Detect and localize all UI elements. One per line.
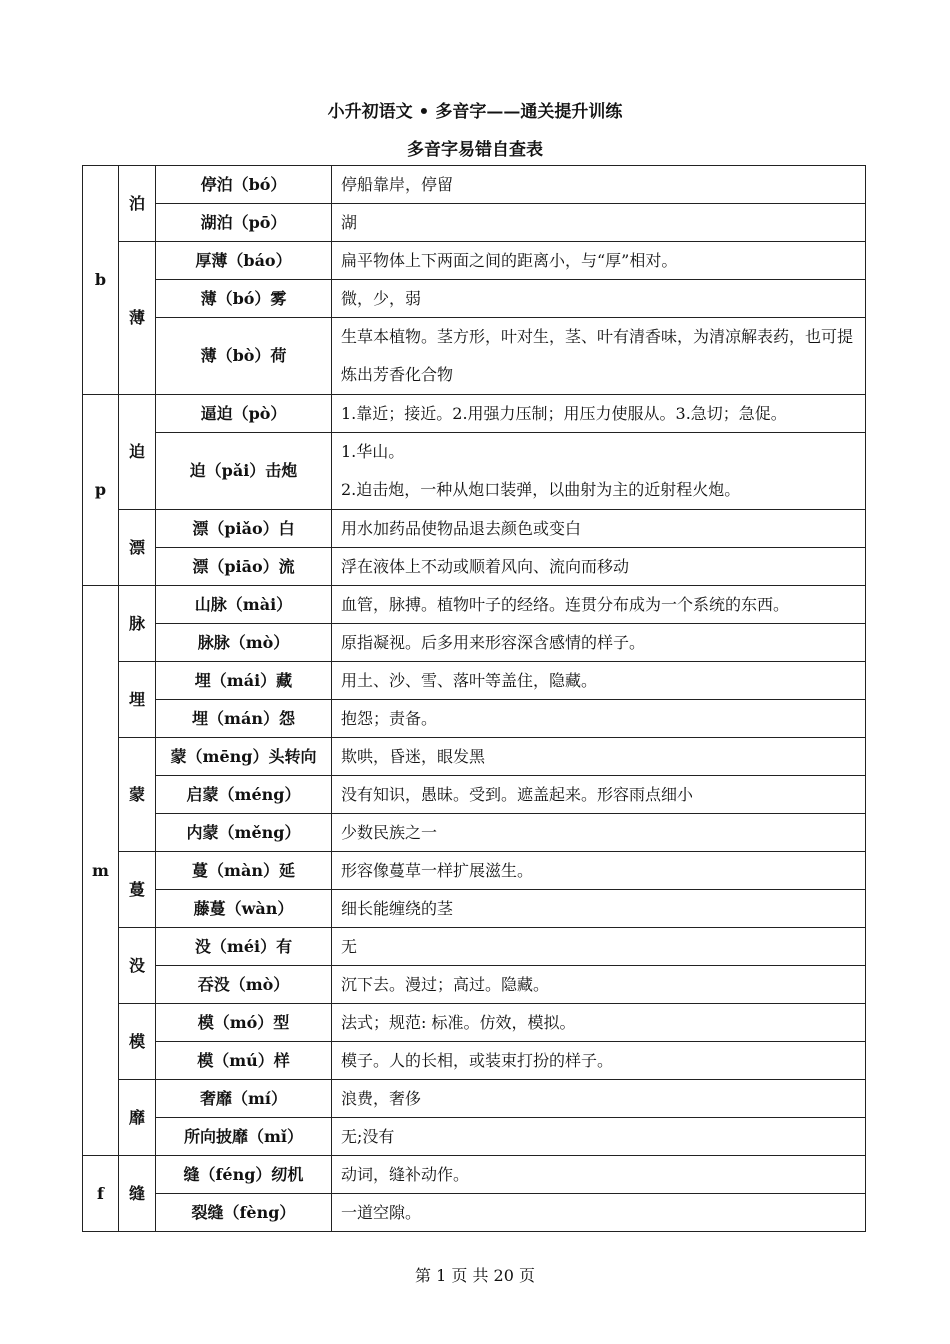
definition-cell: 模子。人的长相，或装束打扮的样子。 [332, 1042, 866, 1080]
table-row [83, 510, 866, 548]
initial-letter-cell: p [83, 395, 119, 586]
word-pinyin-cell: 脉脉（mò） [156, 624, 332, 662]
character-cell: 蒙 [119, 738, 156, 852]
initial-letter-cell: b [83, 166, 119, 395]
word-pinyin-cell: 所向披靡（mǐ） [156, 1118, 332, 1156]
definition-cell: 沉下去。漫过；高过。隐藏。 [332, 966, 866, 1004]
initial-letter-cell: m [83, 586, 119, 1156]
table-row [83, 966, 866, 1004]
table-row [83, 852, 866, 890]
definition-cell: 微，少，弱 [332, 280, 866, 318]
character-cell: 靡 [119, 1080, 156, 1156]
table-row [83, 1080, 866, 1118]
initial-letter-cell: f [83, 1156, 119, 1232]
table-row [83, 1156, 866, 1194]
character-cell: 薄 [119, 242, 156, 395]
definition-cell: 一道空隙。 [332, 1194, 866, 1232]
definition-cell: 原指凝视。后多用来形容深含感情的样子。 [332, 624, 866, 662]
definition-cell: 生草本植物。茎方形，叶对生，茎、叶有清香味，为清凉解表药，也可提炼出芳香化合物 [332, 318, 866, 395]
word-pinyin-cell: 奢靡（mí） [156, 1080, 332, 1118]
word-pinyin-cell: 厚薄（báo） [156, 242, 332, 280]
word-pinyin-cell: 蒙（mēng）头转向 [156, 738, 332, 776]
definition-cell: 用土、沙、雪、落叶等盖住，隐藏。 [332, 662, 866, 700]
word-pinyin-cell: 埋（mái）藏 [156, 662, 332, 700]
word-pinyin-cell: 蔓（màn）延 [156, 852, 332, 890]
definition-cell: 欺哄，昏迷，眼发黑 [332, 738, 866, 776]
word-pinyin-cell: 埋（mán）怨 [156, 700, 332, 738]
table-row [83, 1004, 866, 1042]
word-pinyin-cell: 迫（pǎi）击炮 [156, 433, 332, 510]
table-row [83, 204, 866, 242]
table-row [83, 738, 866, 776]
word-pinyin-cell: 模（mú）样 [156, 1042, 332, 1080]
table-row [83, 928, 866, 966]
character-cell: 泊 [119, 166, 156, 242]
table-row [83, 242, 866, 280]
table-row [83, 433, 866, 510]
table-row [83, 814, 866, 852]
definition-cell: 1.靠近；接近。2.用强力压制；用压力使服从。3.急切；急促。 [332, 395, 866, 433]
definition-cell: 停船靠岸，停留 [332, 166, 866, 204]
word-pinyin-cell: 藤蔓（wàn） [156, 890, 332, 928]
character-cell: 没 [119, 928, 156, 1004]
definition-cell: 没有知识，愚昧。受到。遮盖起来。形容雨点细小 [332, 776, 866, 814]
table-row [83, 776, 866, 814]
definition-cell: 形容像蔓草一样扩展滋生。 [332, 852, 866, 890]
definition-cell: 抱怨；责备。 [332, 700, 866, 738]
definition-cell: 浮在液体上不动或顺着风向、流向而移动 [332, 548, 866, 586]
definition-cell: 1.华山。 2.迫击炮，一种从炮口装弹，以曲射为主的近射程火炮。 [332, 433, 866, 510]
table-row [83, 280, 866, 318]
character-cell: 迫 [119, 395, 156, 510]
definition-cell: 扁平物体上下两面之间的距离小，与“厚”相对。 [332, 242, 866, 280]
word-pinyin-cell: 内蒙（měng） [156, 814, 332, 852]
table-title: 多音字易错自查表 [407, 140, 543, 160]
character-cell: 漂 [119, 510, 156, 586]
word-pinyin-cell: 裂缝（fèng） [156, 1194, 332, 1232]
table-row [83, 586, 866, 624]
character-cell: 埋 [119, 662, 156, 738]
word-pinyin-cell: 吞没（mò） [156, 966, 332, 1004]
word-pinyin-cell: 薄（bò）荷 [156, 318, 332, 395]
table-row [83, 700, 866, 738]
page-footer: 第 1 页 共 20 页 [415, 1266, 535, 1285]
table-row [83, 662, 866, 700]
character-cell: 模 [119, 1004, 156, 1080]
word-pinyin-cell: 没（méi）有 [156, 928, 332, 966]
word-pinyin-cell: 漂（piāo）流 [156, 548, 332, 586]
word-pinyin-cell: 山脉（mài） [156, 586, 332, 624]
word-pinyin-cell: 模（mó）型 [156, 1004, 332, 1042]
character-cell: 缝 [119, 1156, 156, 1232]
table-row [83, 548, 866, 586]
definition-cell: 湖 [332, 204, 866, 242]
character-cell: 蔓 [119, 852, 156, 928]
table-row [83, 1118, 866, 1156]
word-pinyin-cell: 薄（bó）雾 [156, 280, 332, 318]
polyphone-table [82, 165, 866, 1232]
definition-cell: 法式；规范: 标准。仿效，模拟。 [332, 1004, 866, 1042]
definition-cell: 浪费，奢侈 [332, 1080, 866, 1118]
table-row [83, 1042, 866, 1080]
table-row [83, 318, 866, 395]
word-pinyin-cell: 启蒙（méng） [156, 776, 332, 814]
definition-cell: 用水加药品使物品退去颜色或变白 [332, 510, 866, 548]
definition-cell: 血管，脉搏。植物叶子的经络。连贯分布成为一个系统的东西。 [332, 586, 866, 624]
definition-cell: 无;没有 [332, 1118, 866, 1156]
table-row [83, 890, 866, 928]
word-pinyin-cell: 停泊（bó） [156, 166, 332, 204]
definition-cell: 细长能缠绕的茎 [332, 890, 866, 928]
table-row [83, 166, 866, 204]
table-row [83, 395, 866, 433]
definition-cell: 动词，缝补动作。 [332, 1156, 866, 1194]
table-row [83, 624, 866, 662]
character-cell: 脉 [119, 586, 156, 662]
word-pinyin-cell: 缝（féng）纫机 [156, 1156, 332, 1194]
definition-cell: 少数民族之一 [332, 814, 866, 852]
word-pinyin-cell: 漂（piǎo）白 [156, 510, 332, 548]
word-pinyin-cell: 逼迫（pò） [156, 395, 332, 433]
word-pinyin-cell: 湖泊（pō） [156, 204, 332, 242]
table-row [83, 1194, 866, 1232]
definition-cell: 无 [332, 928, 866, 966]
document-title: 小升初语文 • 多音字——通关提升训练 [327, 102, 623, 122]
